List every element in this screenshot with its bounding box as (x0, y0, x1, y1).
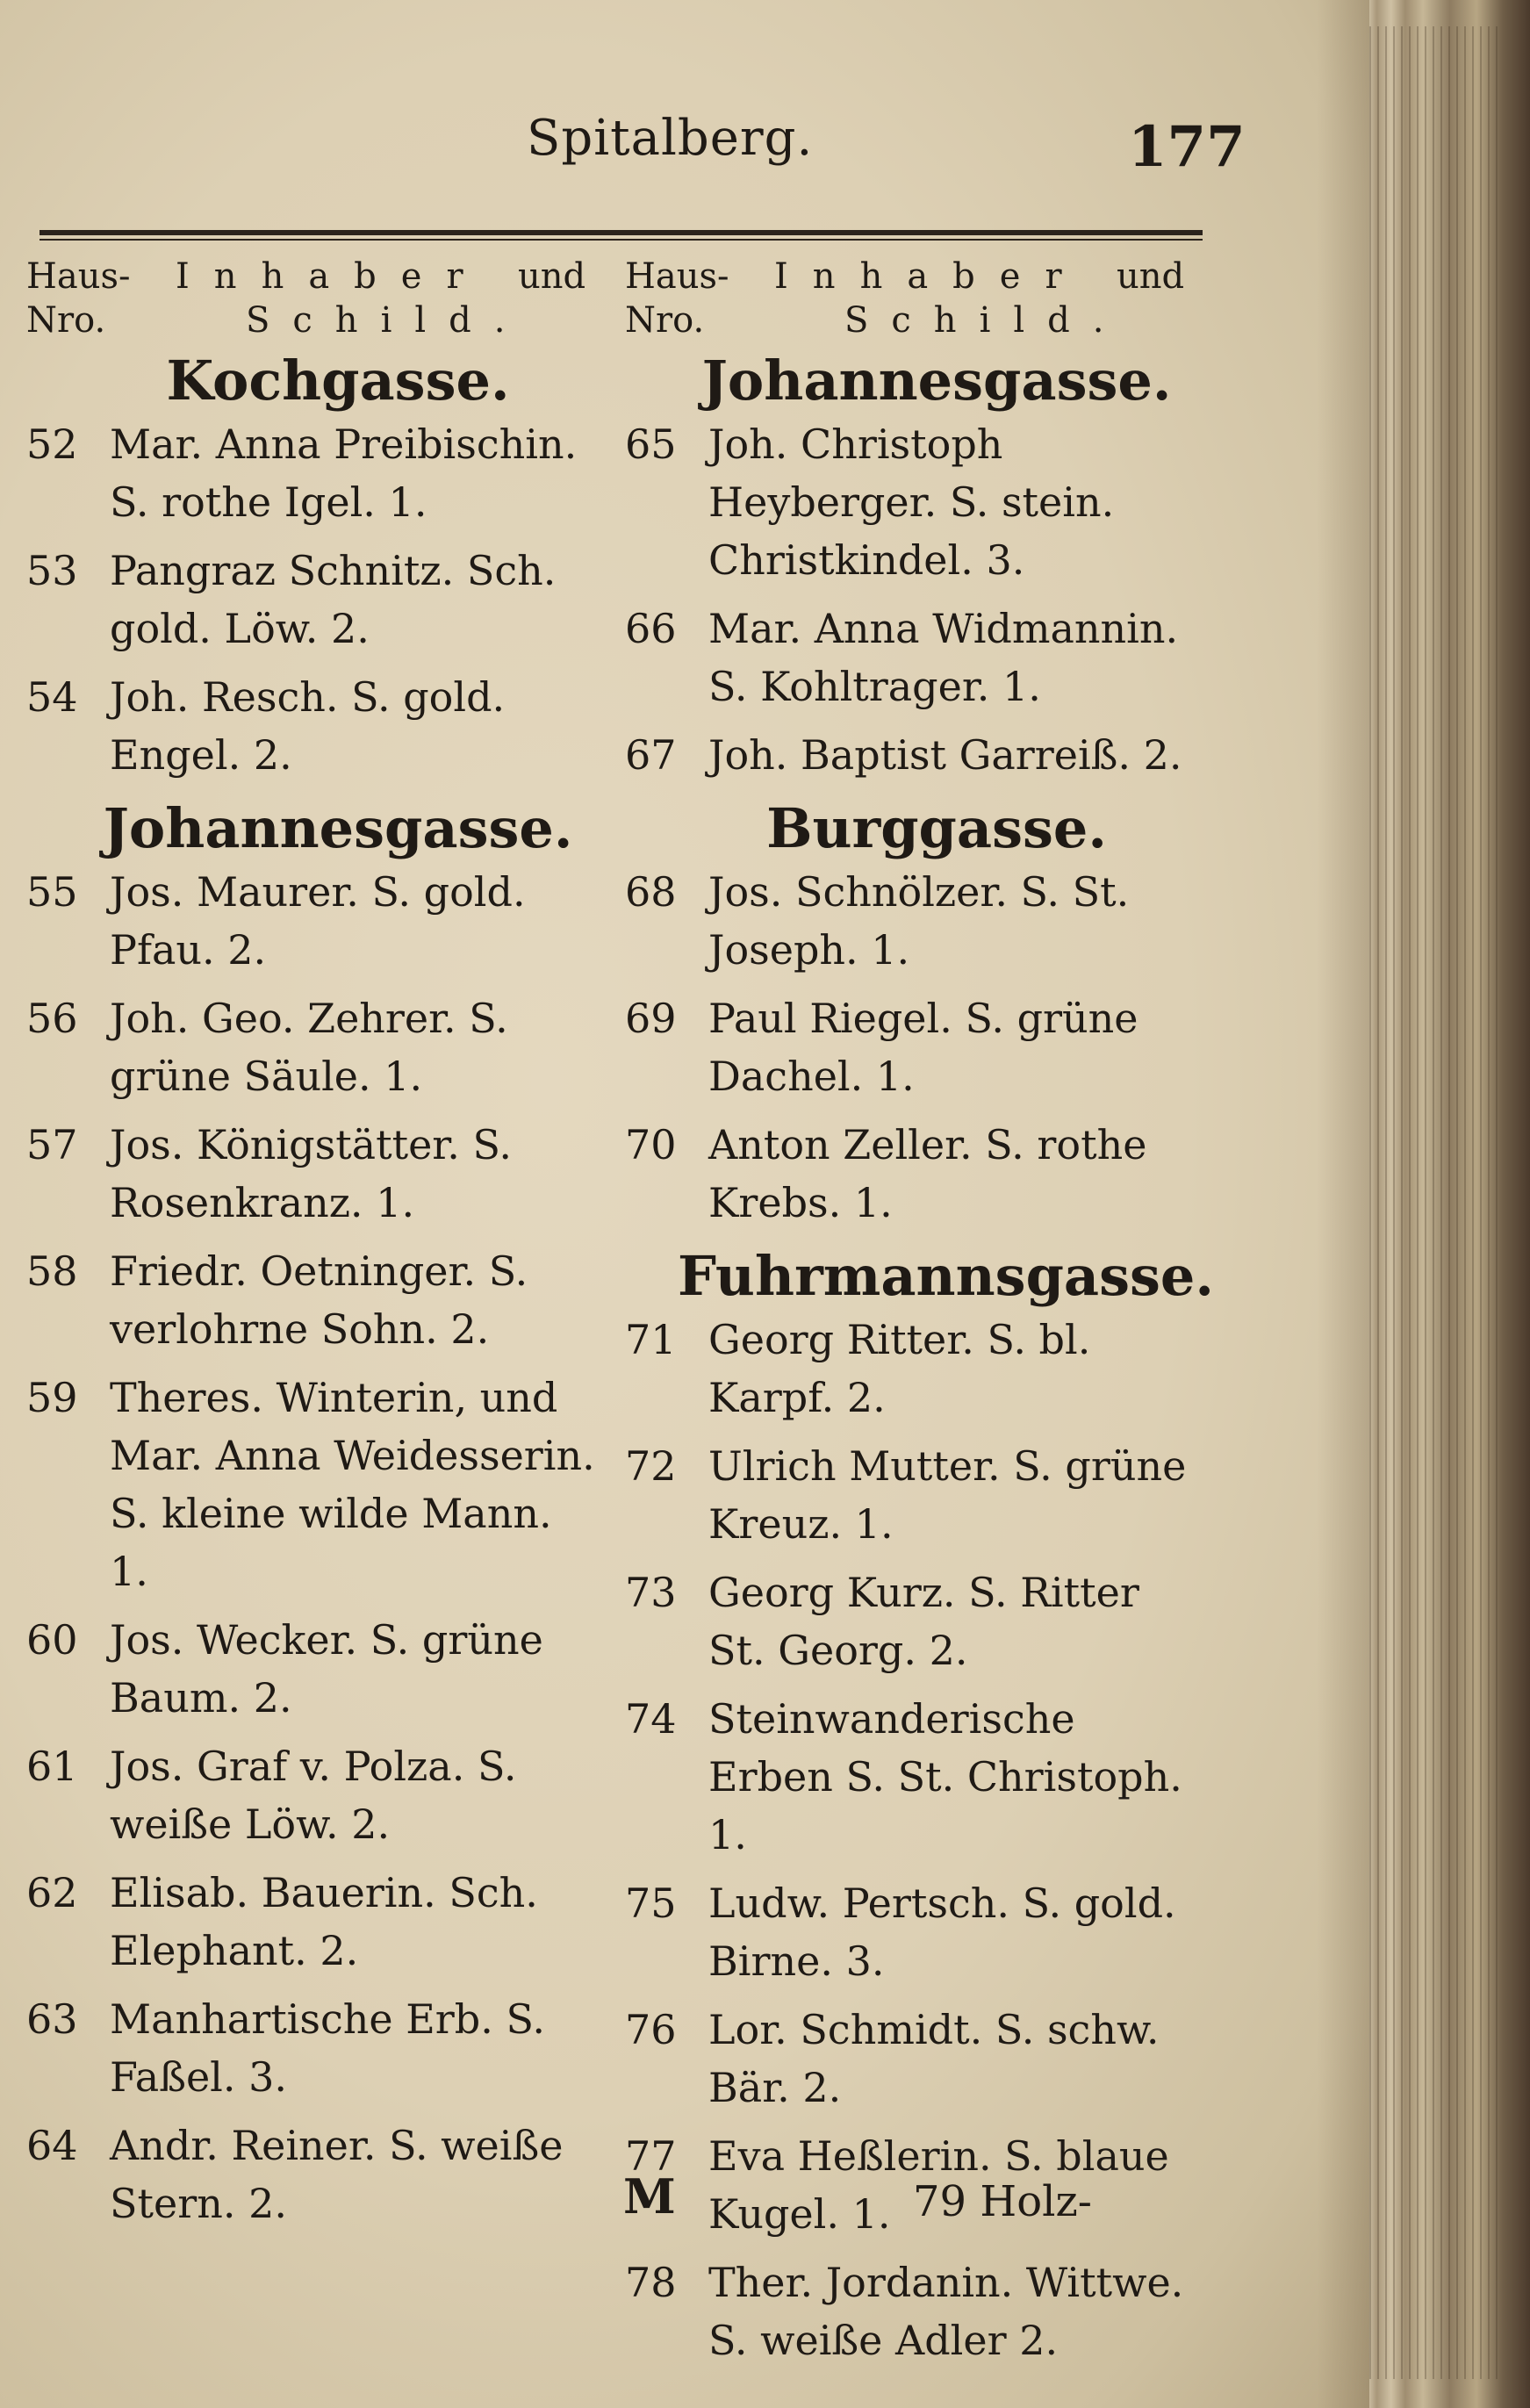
list-item (26, 989, 597, 1105)
list-item (26, 1242, 597, 1358)
entry-text: Mar. Anna Widmannin. S. Kohltrager. 1. (708, 605, 1179, 710)
entry-text: Ulrich Mutter. S. grüne Kreuz. 1. (708, 1442, 1187, 1548)
house-number: 65 (625, 421, 677, 468)
street-heading: Johannesgasse. (701, 349, 1172, 413)
house-number: 56 (26, 995, 78, 1042)
house-number: 68 (625, 868, 677, 916)
entry-text: Joh. Resch. S. gold. Engel. 2. (110, 673, 506, 779)
schild-label: Schild. (844, 300, 1127, 341)
entry-text: Andr. Reiner. S. weiße Stern. 2. (110, 2122, 564, 2227)
list-item (625, 2001, 1196, 2117)
entry-text: Mar. Anna Preibischin. S. rothe Igel. 1. (110, 421, 578, 526)
entry-text: Jos. Wecker. S. grüne Baum. 2. (110, 1616, 543, 1722)
house-number: 63 (26, 1995, 78, 2043)
list-item (26, 1737, 597, 1853)
entry-text: Friedr. Oetninger. S. verlohrne Sohn. 2. (110, 1247, 528, 1353)
list-item (625, 2253, 1196, 2369)
catchword: 79 Holz- (913, 2177, 1092, 2226)
list-item (26, 1864, 597, 1980)
list-item (625, 1563, 1196, 1679)
entry-text: Jos. Graf v. Polza. S. weiße Löw. 2. (110, 1743, 517, 1848)
entry-text: Jos. Maurer. S. gold. Pfau. 2. (110, 868, 526, 974)
list-item (625, 726, 1196, 784)
list-item (26, 1116, 597, 1232)
street-heading: Fuhrmannsgasse. (678, 1244, 1214, 1308)
house-number: 69 (625, 995, 677, 1042)
house-number: 52 (26, 421, 78, 468)
header-rule-thin (40, 239, 1203, 241)
haus-nro-label: Haus-Nro. (26, 256, 131, 341)
column-header-left (26, 255, 597, 351)
signature-mark: M (623, 2168, 676, 2225)
list-item (625, 1116, 1196, 1232)
entry-text: Paul Riegel. S. grüne Dachel. 1. (708, 995, 1139, 1100)
page-number: 177 (1128, 114, 1246, 180)
und-label: und (1117, 256, 1185, 297)
entry-text: Jos. Königstätter. S. Rosenkranz. 1. (110, 1121, 512, 1226)
street-heading: Kochgasse. (166, 349, 510, 413)
entry-text: Georg Kurz. S. Ritter St. Georg. 2. (708, 1569, 1139, 1674)
list-item (26, 1990, 597, 2106)
left-column (26, 347, 597, 2243)
street-heading: Burggasse. (766, 796, 1107, 860)
entry-text: Jos. Schnölzer. S. St. Joseph. 1. (708, 868, 1130, 974)
house-number: 64 (26, 2122, 78, 2169)
entry-text: Steinwanderische Erben S. St. Christoph. 1. (708, 1695, 1182, 1858)
schild-label: Schild. (246, 300, 528, 341)
list-item (26, 1611, 597, 1727)
list-item (625, 1437, 1196, 1553)
house-number: 55 (26, 868, 78, 916)
haus-nro-label: Haus-Nro. (625, 256, 729, 341)
entry-text: Elisab. Bauerin. Sch. Elephant. 2. (110, 1869, 538, 1974)
list-item (625, 863, 1196, 979)
entry-text: Joh. Geo. Zehrer. S. grüne Säule. 1. (110, 995, 508, 1100)
house-number: 77 (625, 2132, 677, 2180)
house-number: 72 (625, 1442, 677, 1490)
house-number: 75 (625, 1880, 677, 1927)
house-number: 73 (625, 1569, 677, 1616)
house-number: 74 (625, 1695, 677, 1743)
header-rule (40, 230, 1203, 235)
page-shadow (1317, 0, 1369, 2408)
house-number: 57 (26, 1121, 78, 1168)
house-number: 70 (625, 1121, 677, 1168)
entry-text: Lor. Schmidt. S. schw. Bär. 2. (708, 2006, 1160, 2111)
list-item (26, 415, 597, 531)
entry-text: Theres. Winterin, und Mar. Anna Weidesserin. S. kleine wilde Mann. 1. (110, 1374, 595, 1595)
entry-text: Georg Ritter. S. bl. Karpf. 2. (708, 1316, 1091, 1421)
list-item (625, 2127, 1196, 2243)
right-column (625, 347, 1214, 2380)
house-number: 53 (26, 547, 78, 594)
house-number: 61 (26, 1743, 78, 1790)
list-item (26, 863, 597, 979)
entry-text: Joh. Baptist Garreiß. 2. (708, 731, 1182, 779)
und-label: und (518, 256, 586, 297)
entry-text: Manhartische Erb. S. Faßel. 3. (110, 1995, 545, 2101)
list-item (625, 600, 1196, 715)
house-number: 66 (625, 605, 677, 652)
house-number: 67 (625, 731, 677, 779)
entry-text: Ludw. Pertsch. S. gold. Birne. 3. (708, 1880, 1176, 1985)
house-number: 54 (26, 673, 78, 721)
house-number: 78 (625, 2259, 677, 2306)
inhaber-label: Inhaber (176, 256, 488, 297)
entry-text: Joh. Christoph Heyberger. S. stein. Christkindel. 3. (708, 421, 1115, 584)
entry-text: Ther. Jordanin. Wittwe. S. weiße Adler 2. (708, 2259, 1184, 2364)
list-item (26, 2117, 597, 2232)
entry-text: Eva Heßlerin. S. blaue Kugel. 1. (708, 2132, 1169, 2238)
inhaber-label: Inhaber (774, 256, 1087, 297)
house-number: 59 (26, 1374, 78, 1421)
column-header-right (625, 255, 1196, 351)
list-item (26, 1369, 597, 1600)
street-heading: Johannesgasse. (103, 796, 573, 860)
house-number: 62 (26, 1869, 78, 1916)
list-item (26, 668, 597, 784)
house-number: 60 (26, 1616, 78, 1664)
house-number: 76 (625, 2006, 677, 2053)
list-item (26, 542, 597, 658)
list-item (625, 1311, 1196, 1427)
page-title: Spitalberg. (527, 110, 814, 167)
list-item (625, 989, 1196, 1105)
list-item (625, 415, 1196, 589)
entry-text: Anton Zeller. S. rothe Krebs. 1. (708, 1121, 1147, 1226)
entry-text: Pangraz Schnitz. Sch. gold. Löw. 2. (110, 547, 557, 652)
list-item (625, 1690, 1196, 1864)
house-number: 58 (26, 1247, 78, 1295)
list-item (625, 1874, 1196, 1990)
house-number: 71 (625, 1316, 677, 1363)
page-edge-texture (1369, 26, 1501, 2379)
